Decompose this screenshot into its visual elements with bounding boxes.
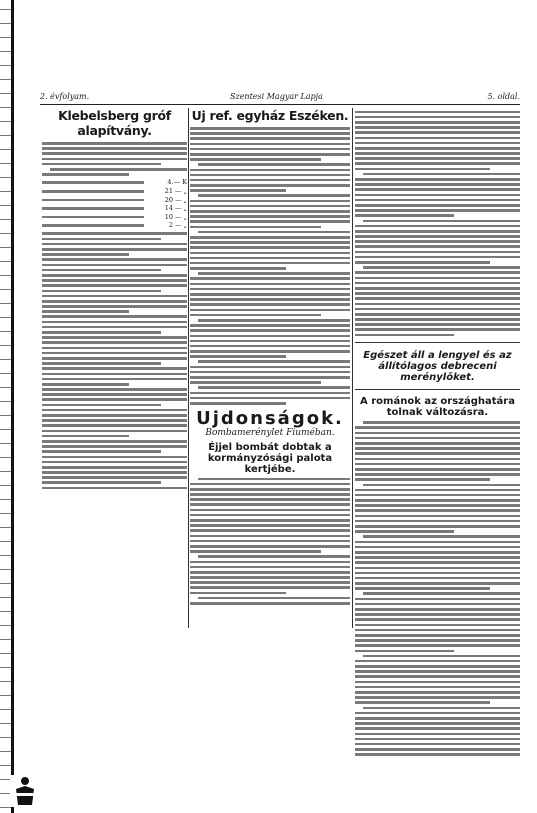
article-body [42, 142, 187, 489]
donation-row: 14 — „ [42, 204, 187, 213]
article-title: Uj ref. egyház Eszéken. [191, 108, 349, 123]
section-title: Ujdonságok. [196, 407, 344, 429]
donation-row: 21 — „ [42, 187, 187, 196]
donation-row: 2 — „ [42, 221, 187, 230]
column-1 [42, 108, 187, 492]
column-2 [190, 108, 350, 607]
paper-name: Szentesi Magyar Lapja [230, 92, 323, 101]
article-body [355, 111, 520, 337]
donation-row: 4.— K [42, 178, 187, 187]
page-header [40, 92, 520, 105]
reader-figure-icon [10, 775, 40, 807]
boxed-notice [355, 342, 520, 390]
article-body [355, 421, 520, 756]
notice-title: Egészet áll a lengyel és az állítólagos debreceni merénylőket. [363, 350, 512, 384]
news-subtitle: Bombamerénylet Fiuméban. [205, 427, 335, 438]
news-headline: Éjjel bombát dobtak a kormányzósági palota kertjébe. [207, 441, 333, 475]
article-headline: A románok az országhatára tolnak változásra. [360, 396, 515, 419]
news-body [190, 478, 350, 605]
column-3 [355, 108, 520, 758]
donation-row: 10 — „ [42, 213, 187, 222]
binding-edge [0, 0, 14, 813]
article-body [190, 127, 350, 405]
donation-row: 20 — „ [42, 196, 187, 205]
page-number-left: 2. évfolyam. [40, 92, 90, 101]
column-rule [188, 108, 189, 628]
page-number-right: 5. oldal. [487, 92, 520, 101]
column-rule [352, 108, 353, 628]
article-title: Klebelsberg gróf alapítvány. [58, 108, 171, 138]
